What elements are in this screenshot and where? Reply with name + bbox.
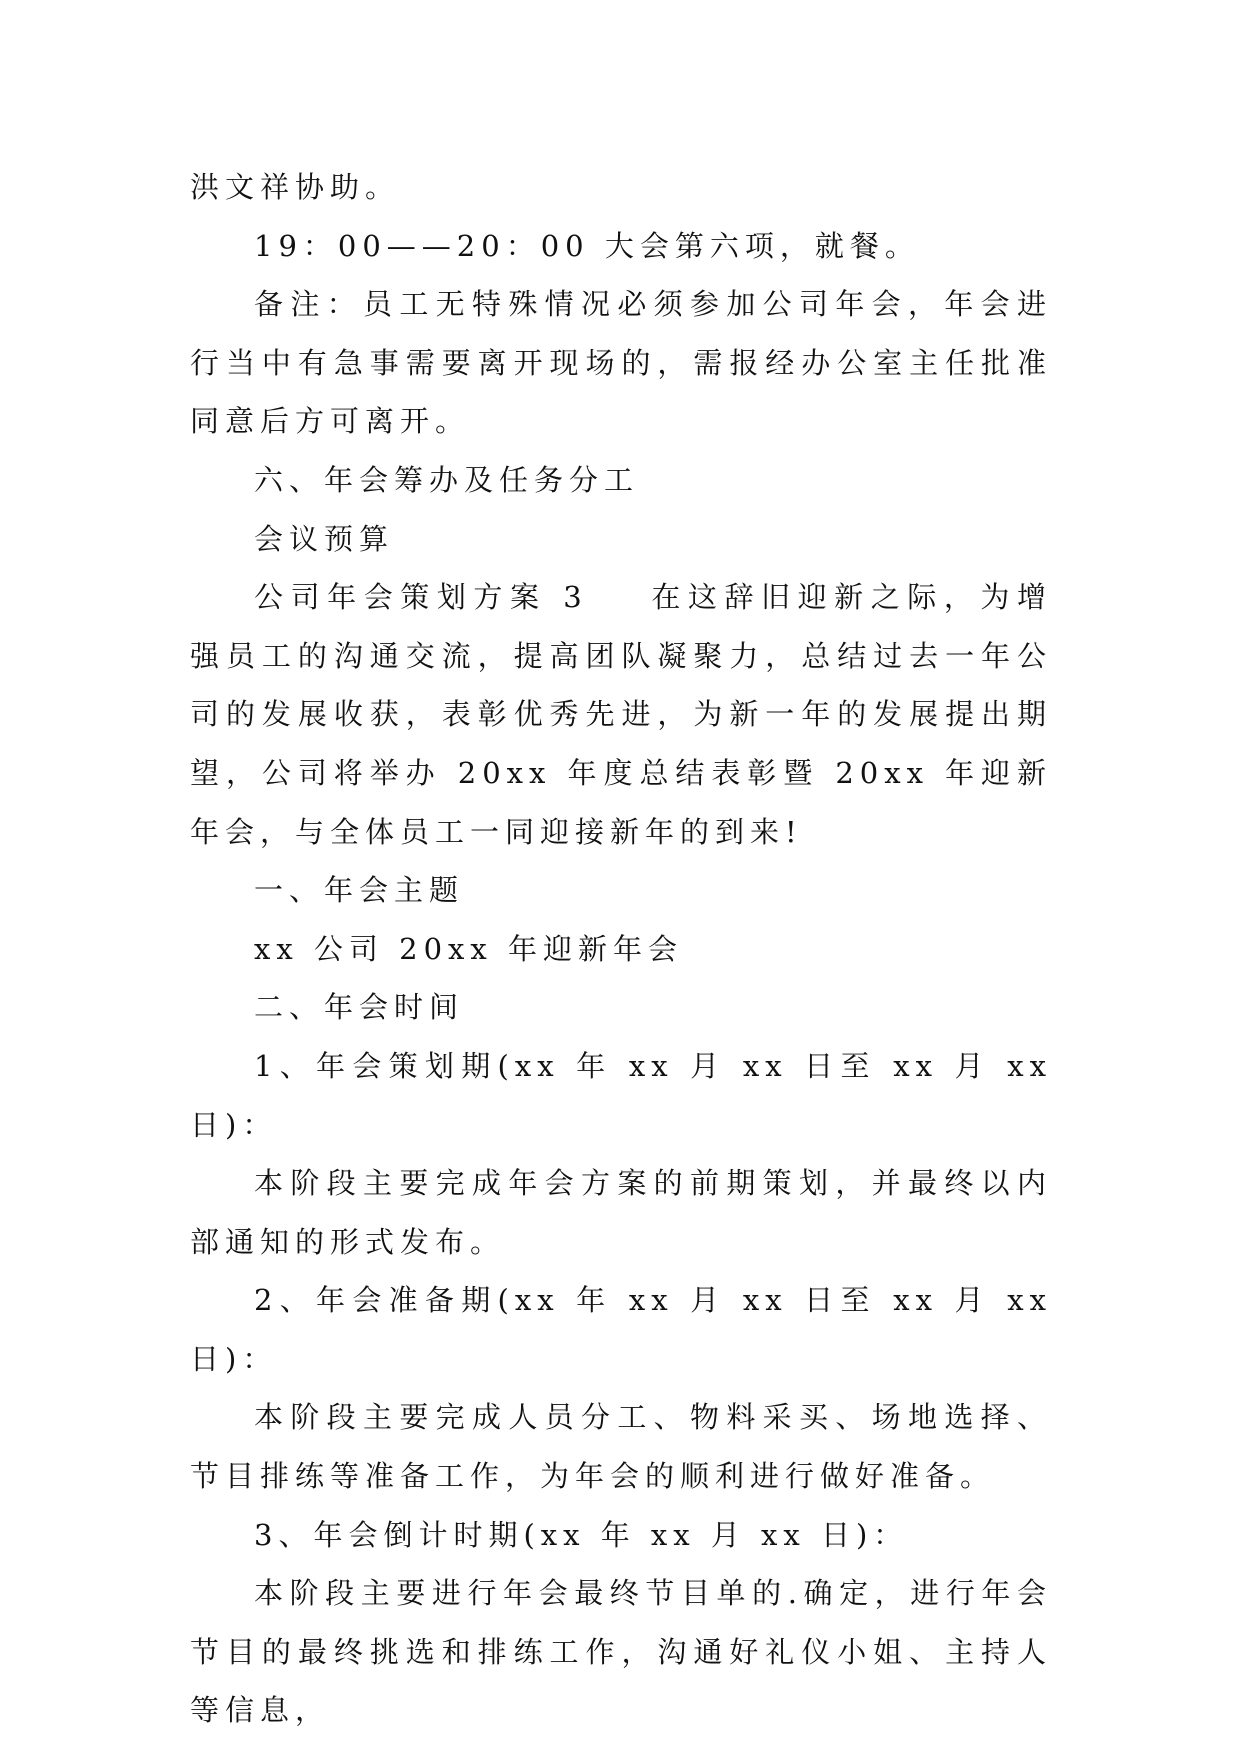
section-heading-1: 一、年会主题 (254, 873, 465, 908)
paragraph-phase-2-desc: 本阶段主要完成人员分工、物料采买、场地选择、节目排练等准备工作，为年会的顺利进行做好准备。 (190, 1400, 1052, 1494)
paragraph-phase-3: 3、年会倒计时期(xx 年 xx 月 xx 日)： (254, 1517, 909, 1552)
section-heading-6: 六、年会筹办及任务分工 (254, 462, 640, 497)
plan-title: 公司年会策划方案 3 (254, 580, 588, 615)
paragraph-phase-3-desc: 本阶段主要进行年会最终节目单的.确定，进行年会节目的最终挑选和排练工作，沟通好礼仪小姐、主持人等信息， (190, 1576, 1052, 1728)
section-heading-2: 二、年会时间 (254, 990, 465, 1025)
paragraph-phase-1: 1、年会策划期(xx 年 xx 月 xx 日至 xx 月 xx 日)： (190, 1048, 1052, 1142)
paragraph-phase-1-desc: 本阶段主要完成年会方案的前期策划，并最终以内部通知的形式发布。 (190, 1166, 1052, 1259)
paragraph-3: 备注：员工无特殊情况必须参加公司年会，年会进行当中有急事需要离开现场的，需报经办公室主任批准同意后方可离开。 (190, 287, 1052, 439)
paragraph-2: 19：00——20：00 大会第六项，就餐。 (254, 228, 920, 263)
paragraph-theme: xx 公司 20xx 年迎新年会 (254, 931, 683, 966)
paragraph-1: 洪文祥协助。 (190, 170, 401, 204)
paragraph-plan-3 (190, 568, 1052, 861)
paragraph-phase-2: 2、年会准备期(xx 年 xx 月 xx 日至 xx 月 xx 日)： (190, 1283, 1052, 1376)
paragraph-budget: 会议预算 (254, 521, 395, 556)
document-body (190, 158, 1052, 1740)
plan-intro: 在这辞旧迎新之际，为增强员工的沟通交流，提高团队凝聚力，总结过去一年公司的发展收获，表彰优秀先进，为新一年的发展提出期望，公司将举办 20xx 年度总结表彰暨 20xx 年迎新年会，与全体员工一同迎接新年的到来! (190, 580, 1052, 849)
